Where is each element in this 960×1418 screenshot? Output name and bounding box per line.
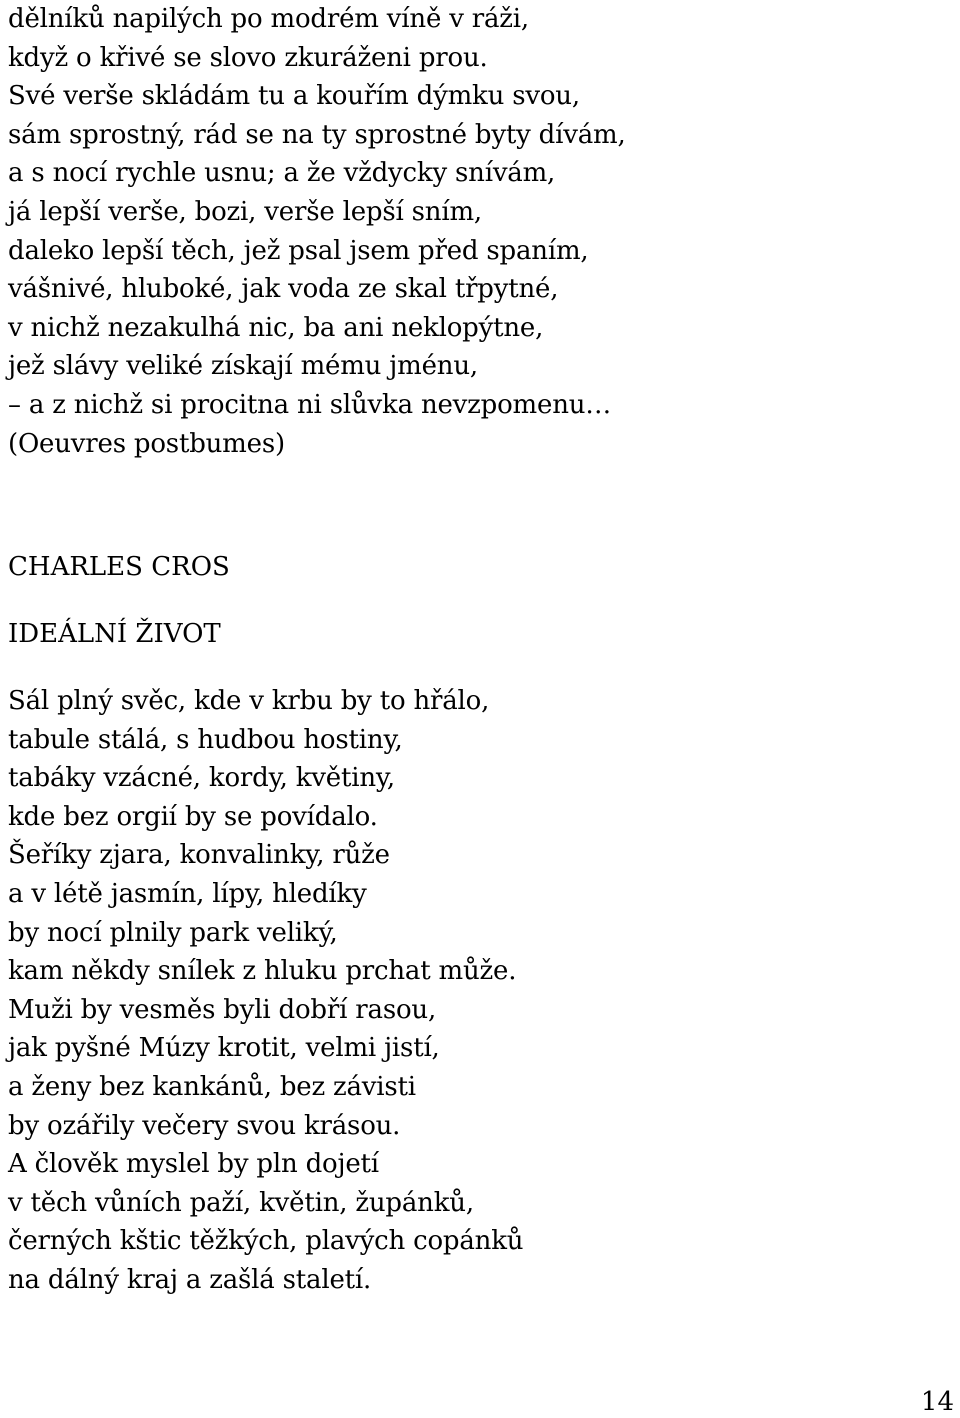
- poem-line: dělníků napilých po modrém víně v ráži,: [8, 4, 529, 34]
- poem-line: Muži by vesměs byli dobří rasou,: [8, 994, 437, 1025]
- poem-body: [8, 682, 523, 1300]
- poem-line: v těch vůních paží, květin, župánků,: [8, 1187, 474, 1218]
- poem-line: na dálný kraj a zašlá staletí.: [8, 1264, 372, 1295]
- poem-line: daleko lepší těch, jež psal jsem před spaním,: [8, 235, 589, 266]
- poem-line: Své verše skládám tu a kouřím dýmku svou,: [8, 81, 580, 112]
- previous-poem-ending: [8, 0, 626, 463]
- poem-line: by nocí plnily park veliký,: [8, 917, 338, 948]
- poem-line: já lepší verše, bozi, verše lepší sním,: [8, 196, 482, 227]
- poem-line: Šeříky zjara, konvalinky, růže: [8, 840, 390, 871]
- poem-line: vášnivé, hluboké, jak voda ze skal třpytné,: [8, 274, 559, 305]
- poem-line: – a z nichž si procitna ni slůvka nevzpomenu…: [8, 389, 612, 420]
- poem-line: a v létě jasmín, lípy, hledíky: [8, 878, 367, 909]
- poem-line: tabáky vzácné, kordy, květiny,: [8, 763, 395, 794]
- author-name: CHARLES CROS: [8, 552, 230, 582]
- source-note: (Oeuvres postbumes): [8, 428, 285, 459]
- poem-line: by ozářily večery svou krásou.: [8, 1110, 401, 1141]
- poem-line: jež slávy veliké získají mému jménu,: [8, 351, 478, 382]
- poem-line: tabule stálá, s hudbou hostiny,: [8, 724, 403, 755]
- poem-line: sám sprostný, rád se na ty sprostné byty dívám,: [8, 119, 626, 150]
- poem-line: Sál plný svěc, kde v krbu by to hřálo,: [8, 686, 490, 716]
- poem-line: kde bez orgií by se povídalo.: [8, 801, 378, 832]
- poem-line: černých kštic těžkých, plavých copánků: [8, 1226, 524, 1257]
- poem-line: kam někdy snílek z hluku prchat může.: [8, 956, 517, 987]
- poem-line: a s nocí rychle usnu; a že vždycky snívám,: [8, 158, 556, 189]
- poem-line: a ženy bez kankánů, bez závisti: [8, 1071, 416, 1102]
- poem-line: v nichž nezakulhá nic, ba ani neklopýtne,: [8, 312, 544, 343]
- poem-title: IDEÁLNÍ ŽIVOT: [8, 619, 221, 649]
- poem-line: jak pyšné Múzy krotit, velmi jistí,: [8, 1033, 440, 1064]
- page-number: 14: [920, 1387, 954, 1417]
- poem-line: když o křivé se slovo zkuráženi prou.: [8, 42, 488, 73]
- poem-line: A člověk myslel by pln dojetí: [8, 1149, 379, 1180]
